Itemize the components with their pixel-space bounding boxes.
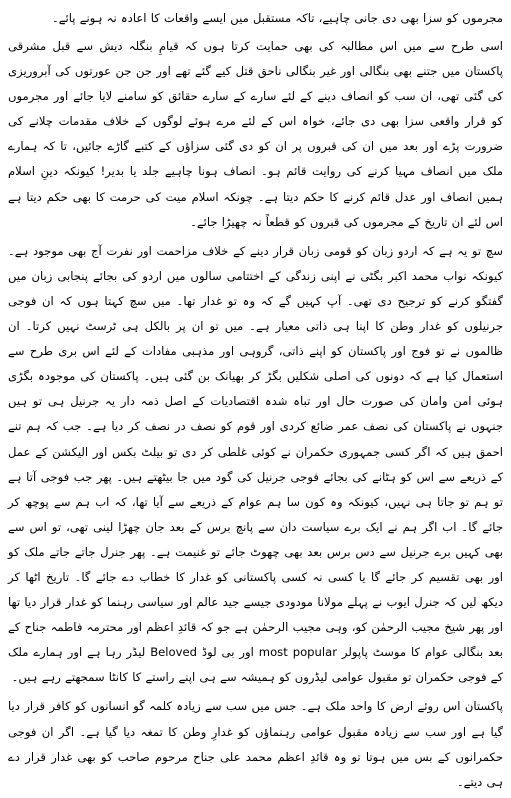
paragraph-2: اسی طرح سے میں اس مطالبہ کی بھی حمایت کرتا ہوں کہ قیامِ بنگلہ دیش سے قبل مشرقی پاکستان میں جتنے بھی بنگالی اور غیر بنگالی ناحق قتل کیے گئے تھے اور جن جن عورتوں کی آبروریزی کی گئی تھی، ان سب کو انصاف دینے کے لئے سارے کے سارے حقائق کو سامنے لایا جائے اور مجرموں کو قرار واقعی سزا بھی دی جائے، خواہ اس کے لئے مرے ہوئے لوگوں کے خلاف مقدمات چلانے کی ضرورت پڑے اور بعد میں ان کی قبروں پر ان کو دی گئی سزاؤں کے کتبے گاڑے جائیں، تا کہ ہمارے ملک میں انصاف مہیا کرنے کی روایت قائم ہو۔ انصاف ہونا چاہیے جلد یا بدیر! کیونکہ دینِ اسلام ہمیں انصاف اور عدل قائم کرنے کا حکم دیتا ہے۔ چونکہ اسلام میت کی حرمت کا بھی حکم دیتا ہے اس لئے ان تاریخ کے مجرموں کی قبروں کو قطعاً نہ چھیڑا جائے۔ (8, 39, 503, 229)
paragraph-3: سچ تو یہ ہے کہ اردو زبان کو قومی زبان قرار دینے کے خلاف مزاحمت اور نفرت آج بھی موجود ہے۔ کیونکہ نواب محمد اکبر بگٹی نے اپنی زندگی کے اختتامی سالوں میں اردو کی بجائے پنجابی زبان میں گفتگو کرنے کو ترجیح دی تھی۔ آپ کہیں گے کہ وہ تو غدار تھا۔ میں سچ کہتا ہوں کہ ان فوجی جرنیلوں کو غدار وطن کا اپنا ہی ذاتی معیار ہے۔ میں تو ان پر بالکل ہی ٹرسٹ نہیں کرتا۔ ان ظالموں نے تو فوج اور پاکستان کو اپنے ذاتی، گروہی اور مذہبی مفادات کے لئے اس بری طرح سے استعمال کیا ہے کہ دونوں کی اصلی شکلیں بگڑ کر بھیانک بن گئی ہیں۔ پاکستان کی موجودہ بگڑی ہوئی امن وامان کی صورت حال اور تباہ شدہ اقتصادیات کے اصل ذمہ دار یہ جرنیل ہی تو ہیں جنہوں نے پاکستان کی نصف عمر ضائع کردی اور قوم کو نصف در نصف کر دیا ہے۔ جب کہ ہم تنے احمق ہیں کہ اگر کسی جمہوری حکمران نے کوئی غلطی کر دی تو بیلٹ بکس اور الیکشن کے عمل کے ذریعے سے اس کو ہٹانے کی بجائے فوجی جرنیل کی گود میں جا بیٹھتے ہیں۔ پھر جب فوجی آتا ہے تو ہم تو جاتا ہی نہیں، کیونکہ وہ کون سا ہم عوام کے ذریعے سے آیا تھا، کہ اب ہم سے پوچھ کر جائے گا۔ اب اگر ہم نے ایک برے سیاست دان سے پانچ برس کے بعد جان چھڑا لینی تھی، تو اس سے بھی کہیں برے جرنیل سے دس برس بعد بھی چھوٹ جائے تو غنیمت ہے۔ پھر جنرل جاتے جاتے ملک کو اور بھی تقسیم کر جائے گا یا کسی نہ کسی پاکستانی کو غدار کا خطاب دے جائے گا۔ تاریخ اٹھا کر دیکھ لیں کہ جنرل ایوب نے پہلے مولانا مودودی جیسے جید عالم اور سیاسی رہنما کو غدار قرار دیا تھا اور پھر شیخ مجیب الرحمٰن کو، وہی مجیب الرحمٰن ہے جو کہ قائدِ اعظم اور محترمہ فاطمہ جناح کے بعد بنگالی عوام کا موسٹ پاپولر most popular اور بی لوڈ Beloved لیڈر رہا ہے اور ہمارے ملک کے فوجی حکمران تو مقبول عوامی لیڈروں کو ہمیشہ سے ہی اپنے راستے کا کانٹا سمجھتے رہے ہیں۔ (8, 243, 503, 685)
paragraph-1: مجرموں کو سزا بھی دی جانی چاہیے، تاکہ مستقبل میں ایسے واقعات کا اعادہ نہ ہونے پائے۔ (51, 11, 503, 25)
paragraph-4: پاکستان اس روئے ارض کا واحد ملک ہے۔ جس میں سب سے زیادہ کلمہ گو انسانوں کو کافر قرار دیا گیا ہے اور سب سے زیادہ مقبول عوامی رہنماؤں کو غدارِ وطن کا تمغہ دیا گیا ہے۔ اگر ان فوجی حکمرانوں کے بس میں ہوتا تو وہ قائدِ اعظم محمد علی جناح مرحوم صاحب کو بھی غدار قرار دے ہی دیتے۔ (8, 699, 503, 789)
